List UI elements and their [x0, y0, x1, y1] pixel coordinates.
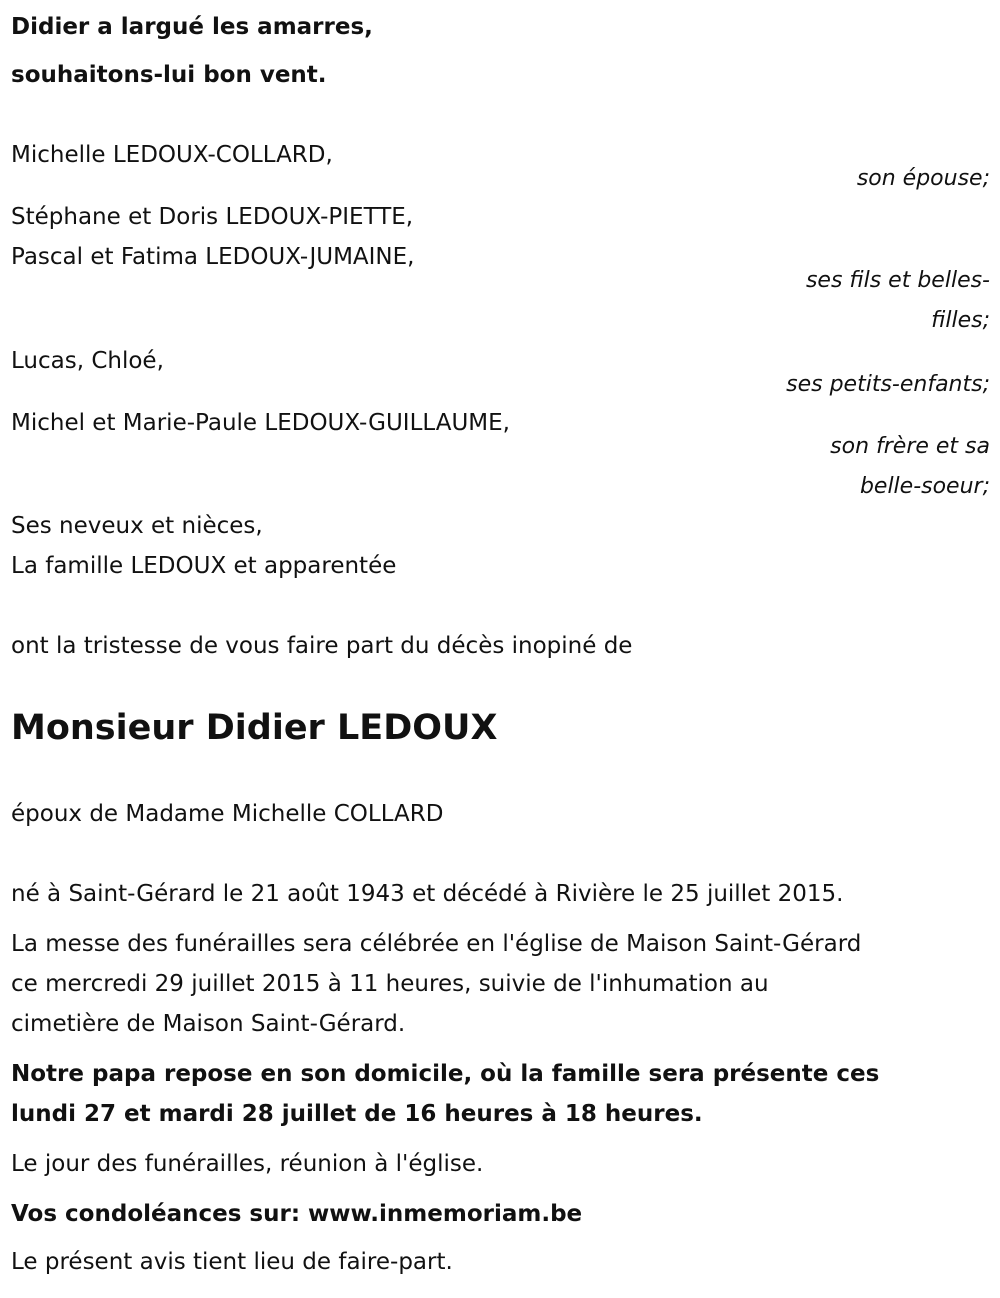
grandchildren-names: Lucas, Chloé,	[11, 348, 164, 374]
visitation-line-1: Notre papa repose en son domicile, où la famille sera présente ces	[11, 1061, 880, 1087]
sons-line-2: Pascal et Fatima LEDOUX-JUMAINE,	[11, 244, 415, 270]
brother-relation-line-1: son frère et sa	[830, 434, 990, 459]
spouse-relation: son épouse;	[856, 166, 990, 191]
funeral-line-2: ce mercredi 29 juillet 2015 à 11 heures, suivie de l'inhumation au	[11, 971, 769, 997]
sons-relation-line-1: ses fils et belles-	[805, 268, 990, 293]
sons-line-1: Stéphane et Doris LEDOUX-PIETTE,	[11, 204, 414, 230]
brother-relation-line-2: belle-soeur;	[859, 474, 990, 499]
spouse-name: Michelle LEDOUX-COLLARD,	[11, 142, 333, 168]
funeral-line-3: cimetière de Maison Saint-Gérard.	[11, 1011, 406, 1037]
spouse-of-line: époux de Madame Michelle COLLARD	[11, 801, 444, 827]
notice-line: Le présent avis tient lieu de faire-part.	[11, 1249, 453, 1275]
grandchildren-relation: ses petits-enfants;	[786, 372, 990, 397]
epitaph-line-2: souhaitons-lui bon vent.	[11, 62, 327, 88]
announcement-intro: ont la tristesse de vous faire part du décès inopiné de	[11, 633, 633, 659]
meeting-line: Le jour des funérailles, réunion à l'église.	[11, 1151, 484, 1177]
sons-relation-line-2: filles;	[931, 308, 990, 333]
extended-family-line: La famille LEDOUX et apparentée	[11, 553, 397, 579]
birth-death-line: né à Saint-Gérard le 21 août 1943 et décédé à Rivière le 25 juillet 2015.	[11, 881, 844, 907]
nephews-line: Ses neveux et nièces,	[11, 513, 263, 539]
visitation-line-2: lundi 27 et mardi 28 juillet de 16 heures à 18 heures.	[11, 1101, 703, 1127]
epitaph-line-1: Didier a largué les amarres,	[11, 14, 373, 40]
condolences-line: Vos condoléances sur: www.inmemoriam.be	[11, 1201, 583, 1227]
brother-name: Michel et Marie-Paule LEDOUX-GUILLAUME,	[11, 410, 510, 436]
deceased-name: Monsieur Didier LEDOUX	[11, 708, 498, 748]
funeral-line-1: La messe des funérailles sera célébrée en l'église de Maison Saint-Gérard	[11, 931, 862, 957]
